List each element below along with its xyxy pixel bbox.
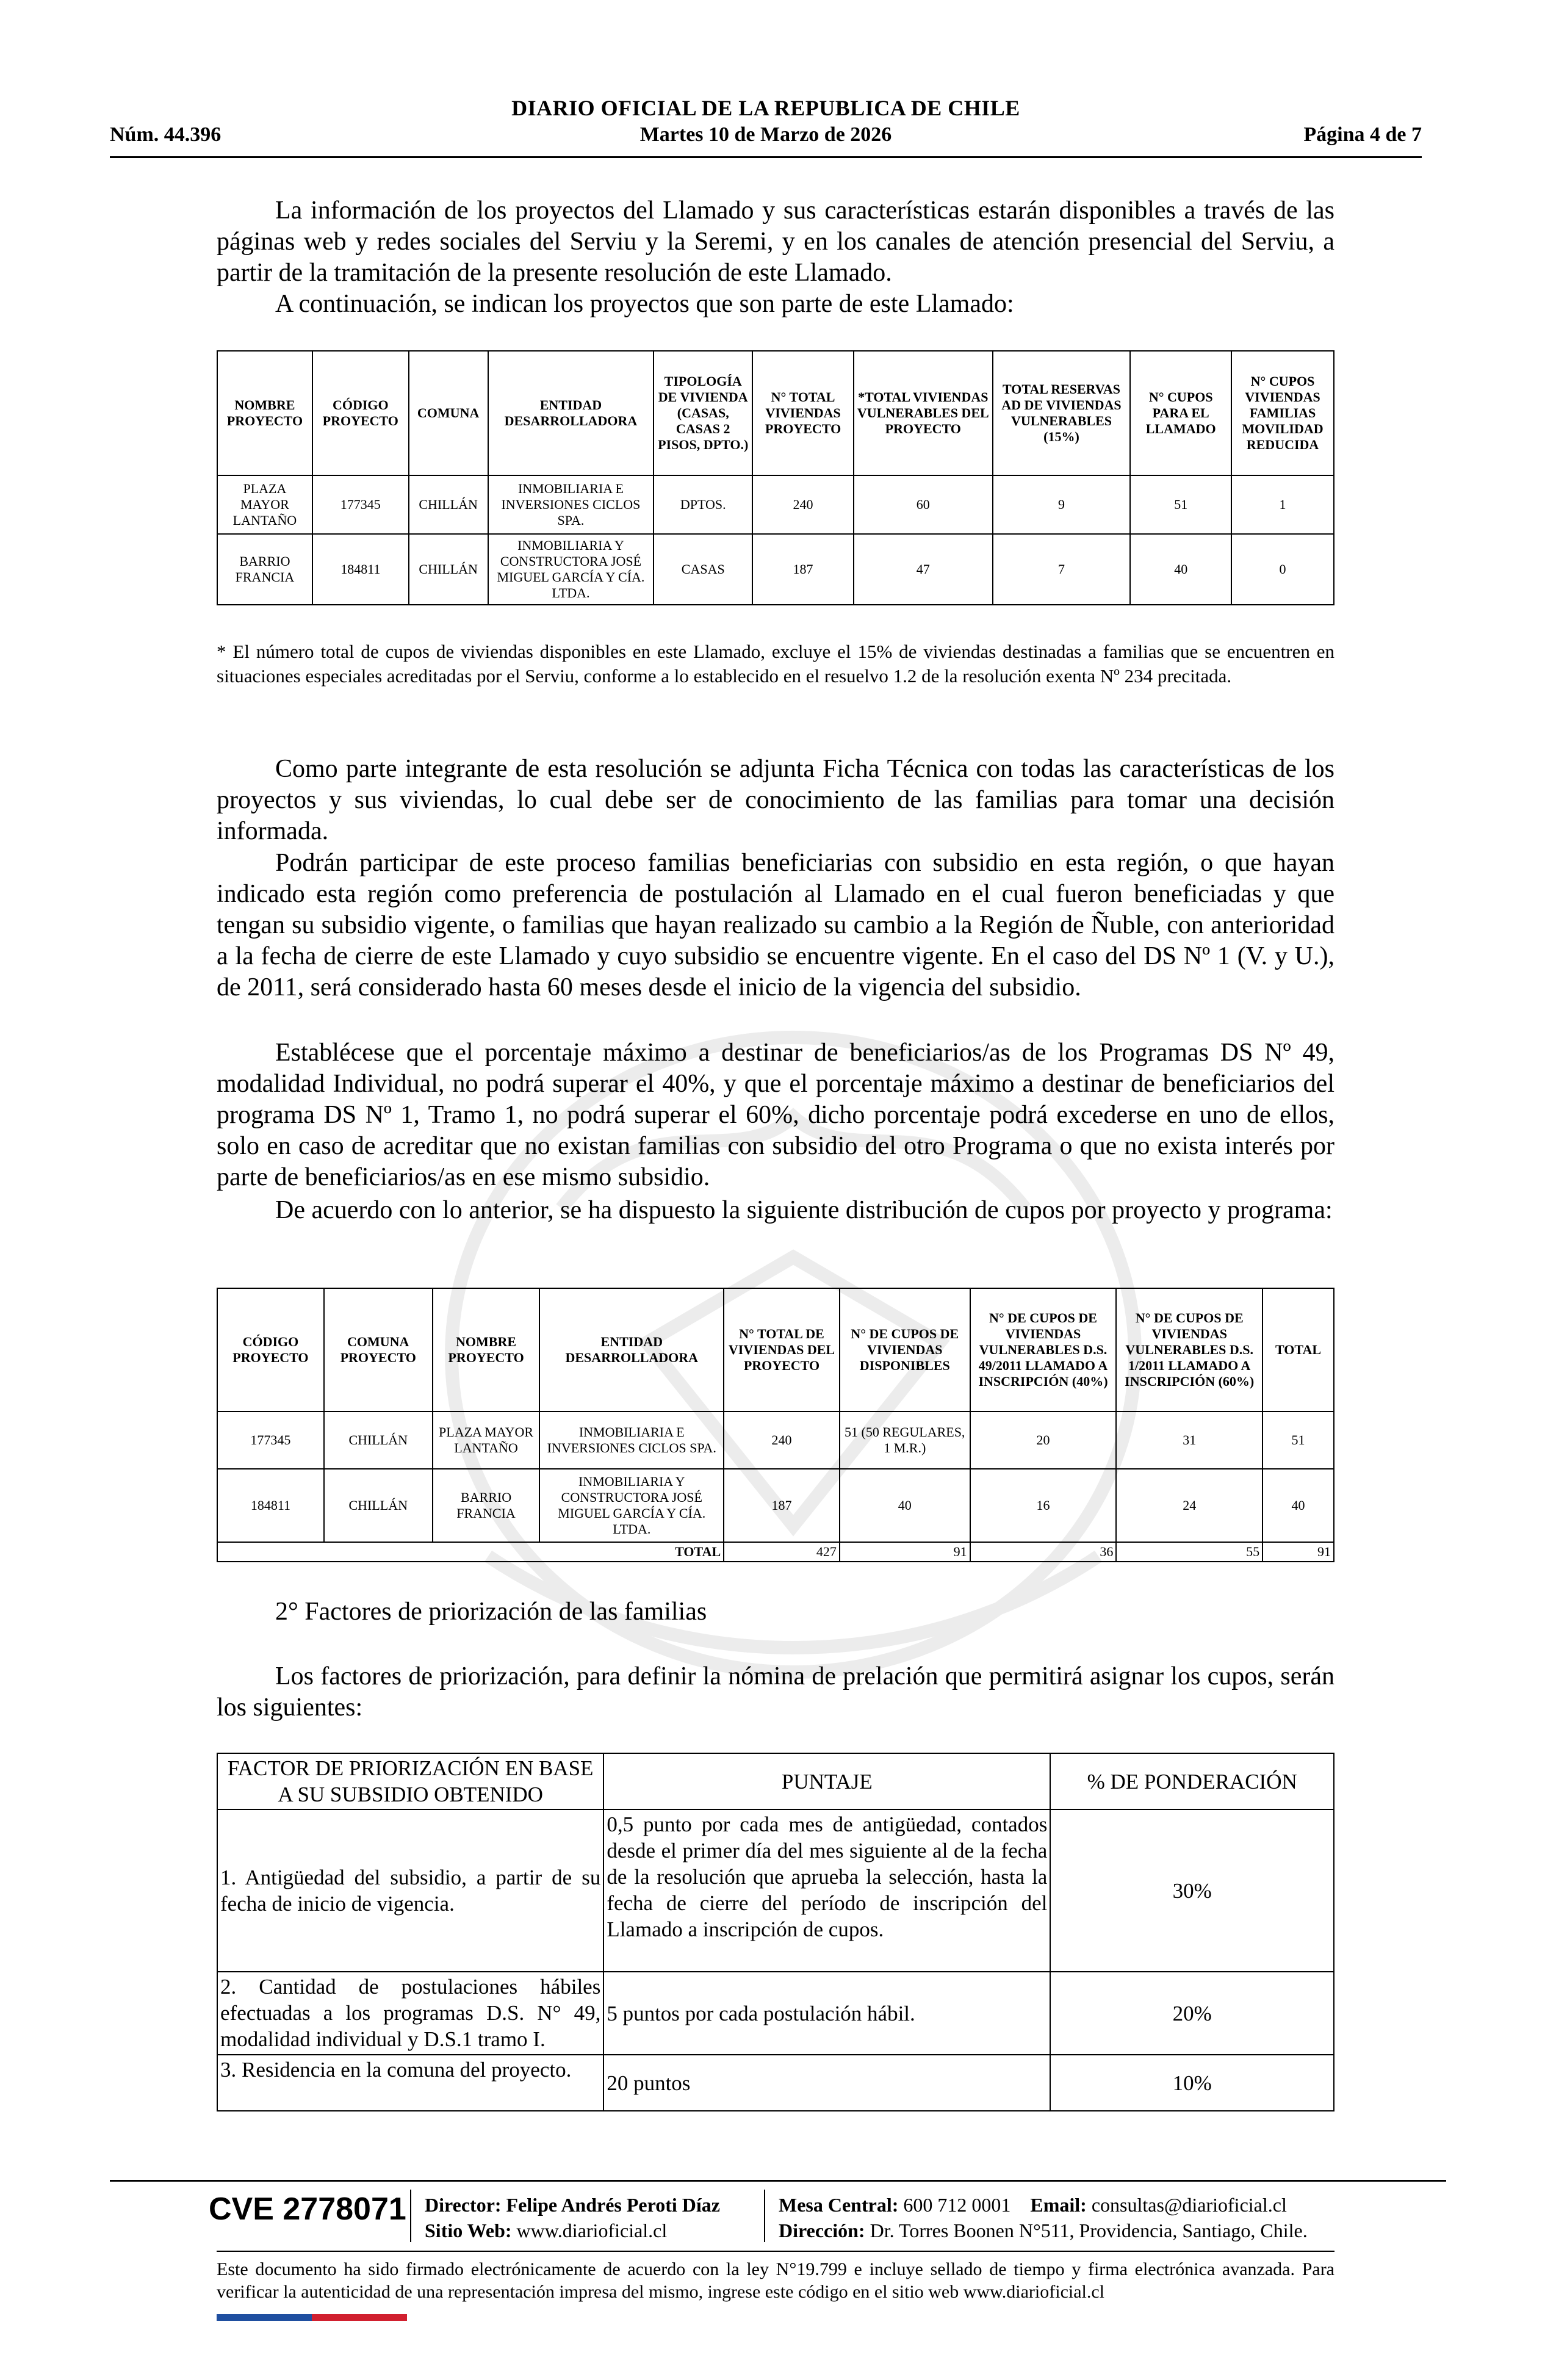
footer-director-block	[425, 2192, 720, 2243]
table-cell: 24	[1116, 1469, 1262, 1542]
table-cell: BARRIO FRANCIA	[217, 534, 312, 605]
column-header: ENTIDAD DESARROLLADORA	[488, 351, 654, 475]
table-cell: 20	[970, 1412, 1117, 1469]
table-cell: 51	[1262, 1412, 1334, 1469]
table-cell: CASAS	[654, 534, 752, 605]
table-cell: 9	[993, 475, 1131, 534]
column-header: N° DE CUPOS DE VIVIENDAS DISPONIBLES	[840, 1288, 970, 1412]
table-cell: 7	[993, 534, 1131, 605]
phone-label: Mesa Central:	[779, 2194, 899, 2216]
table-cell: 91	[1262, 1542, 1334, 1562]
page-header	[110, 93, 1422, 157]
table-cell: PLAZA MAYOR LANTAÑO	[433, 1412, 540, 1469]
paragraph-technical-sheet: Como parte integrante de esta resolución se adjunta Ficha Técnica con todas las características de los proyectos y sus viviendas, lo cual debe ser de conocimiento de las familias para tomar una decisión informada.	[217, 755, 1334, 845]
column-header: % DE PONDERACIÓN	[1050, 1753, 1334, 1809]
column-header: ENTIDAD DESARROLLADORA	[539, 1288, 724, 1412]
table-cell: 0,5 punto por cada mes de antigüedad, contados desde el primer día del mes siguiente al de la fecha de la resolución que aprueba la selección, hasta la fecha de cierre del período de inscripción del Llamado a inscripción de cupos.	[603, 1809, 1050, 1972]
director-label: Director:	[425, 2194, 502, 2216]
header-divider	[110, 156, 1422, 158]
table-cell: INMOBILIARIA E INVERSIONES CICLOS SPA.	[488, 475, 654, 534]
table-cell: 91	[840, 1542, 970, 1562]
table-cell: 16	[970, 1469, 1117, 1542]
table-cell: 1	[1231, 475, 1334, 534]
table-row	[217, 475, 1334, 534]
footnote: * El número total de cupos de viviendas disponibles en este Llamado, excluye el 15% de viviendas destinadas a familias que se encuentren en situaciones especiales acreditadas por el Serviu, conforme a lo establecido en el resuelvo 1.2 de la resolución exenta Nº 234 precitada.	[217, 641, 1334, 687]
column-header: N° DE CUPOS DE VIVIENDAS VULNERABLES D.S. 1/2011 LLAMADO A INSCRIPCIÓN (60%)	[1116, 1288, 1262, 1412]
table-cell: 40	[840, 1469, 970, 1542]
address-label: Dirección:	[779, 2220, 865, 2241]
site-link[interactable]: www.diarioficial.cl	[516, 2220, 668, 2241]
table-cell: 55	[1116, 1542, 1262, 1562]
table-header-row	[217, 1288, 1334, 1412]
column-header: CÓDIGO PROYECTO	[312, 351, 409, 475]
table-cell: 1. Antigüedad del subsidio, a partir de su fecha de inicio de vigencia.	[217, 1809, 603, 1972]
column-header: COMUNA PROYECTO	[324, 1288, 433, 1412]
paragraph-project-list-intro: A continuación, se indican los proyectos que son parte de este Llamado:	[275, 290, 1014, 318]
table-cell: DPTOS.	[654, 475, 752, 534]
footer-separator	[410, 2190, 411, 2242]
paragraph-participants: Podrán participar de este proceso familias beneficiarias con subsidio en esta región, o que hayan indicado esta región como preferencia de postulación al Llamado en el cual fueron beneficiadas y que tengan su subsidio vigente, o familias que hayan realizado su cambio a la Región de Ñuble, con anterioridad a la fecha de cierre de este Llamado y cuyo subsidio se encuentre vigente. En el caso del DS Nº 1 (V. y U.), de 2011, será considerado hasta 60 meses desde el inicio de la vigencia del subsidio.	[217, 849, 1334, 1001]
totals-label: TOTAL	[217, 1542, 724, 1562]
table-cell: 187	[752, 534, 854, 605]
footer-divider	[217, 2251, 1334, 2252]
table-cell: 51	[1130, 475, 1231, 534]
table-cell: 31	[1116, 1412, 1262, 1469]
table-header-row	[217, 1753, 1334, 1809]
table-cell: INMOBILIARIA Y CONSTRUCTORA JOSÉ MIGUEL GARCÍA Y CÍA. LTDA.	[488, 534, 654, 605]
table-cell: 427	[724, 1542, 840, 1562]
section-heading-priorization: 2° Factores de priorización de las familias	[275, 1598, 707, 1626]
email-label: Email:	[1030, 2194, 1087, 2216]
table-cell: 3. Residencia en la comuna del proyecto.	[217, 2055, 603, 2111]
table-cell: INMOBILIARIA Y CONSTRUCTORA JOSÉ MIGUEL GARCÍA Y CÍA. LTDA.	[539, 1469, 724, 1542]
priorization-factors-table	[217, 1753, 1334, 2111]
column-header: TIPOLOGÍA DE VIVIENDA (CASAS, CASAS 2 PISOS, DPTO.)	[654, 351, 752, 475]
phone-number: 600 712 0001	[903, 2194, 1011, 2216]
footer-contact-block	[779, 2192, 1308, 2243]
table-cell: 20%	[1050, 1972, 1334, 2055]
table-row	[217, 2055, 1334, 2111]
footer-separator	[764, 2190, 765, 2242]
table-row	[217, 534, 1334, 605]
table-cell: CHILLÁN	[324, 1469, 433, 1542]
table-cell: PLAZA MAYOR LANTAÑO	[217, 475, 312, 534]
column-header: CÓDIGO PROYECTO	[217, 1288, 324, 1412]
director-name: Felipe Andrés Peroti Díaz	[506, 2194, 720, 2216]
publication-title: DIARIO OFICIAL DE LA REPUBLICA DE CHILE	[511, 96, 1020, 120]
publication-date: Martes 10 de Marzo de 2026	[639, 123, 892, 146]
table-row	[217, 1972, 1334, 2055]
table-cell: 0	[1231, 534, 1334, 605]
issue-number: Núm. 44.396	[110, 123, 222, 146]
distribution-table	[217, 1288, 1334, 1562]
column-header: N° TOTAL VIVIENDAS PROYECTO	[752, 351, 854, 475]
table-cell: 184811	[217, 1469, 324, 1542]
table-cell: 177345	[312, 475, 409, 534]
table-cell: 184811	[312, 534, 409, 605]
projects-table	[217, 350, 1334, 605]
paragraph-project-info: La información de los proyectos del Llamado y sus características estarán disponibles a través de las páginas web y redes sociales del Serviu y la Seremi, y en los canales de atención presencial del Serviu, a partir de la tramitación de la presente resolución de este Llamado.	[217, 197, 1334, 287]
paragraph-distribution-intro: De acuerdo con lo anterior, se ha dispuesto la siguiente distribución de cupos por proyecto y programa:	[275, 1196, 1333, 1224]
column-header: NOMBRE PROYECTO	[433, 1288, 540, 1412]
column-header: N° DE CUPOS DE VIVIENDAS VULNERABLES D.S. 49/2011 LLAMADO A INSCRIPCIÓN (40%)	[970, 1288, 1117, 1412]
column-header: N° TOTAL DE VIVIENDAS DEL PROYECTO	[724, 1288, 840, 1412]
table-row	[217, 1412, 1334, 1469]
column-header: COMUNA	[409, 351, 488, 475]
table-cell: 20 puntos	[603, 2055, 1050, 2111]
table-cell: 240	[724, 1412, 840, 1469]
column-header: TOTAL RESERVAS AD DE VIVIENDAS VULNERABLES (15%)	[993, 351, 1131, 475]
table-cell: 36	[970, 1542, 1117, 1562]
cve-code: CVE 2778071	[209, 2191, 406, 2227]
table-row	[217, 1469, 1334, 1542]
table-cell: BARRIO FRANCIA	[433, 1469, 540, 1542]
paragraph-priorization-intro: Los factores de priorización, para definir la nómina de prelación que permitirá asignar los cupos, serán los siguientes:	[217, 1662, 1334, 1722]
column-header: PUNTAJE	[603, 1753, 1050, 1809]
table-cell: 5 puntos por cada postulación hábil.	[603, 1972, 1050, 2055]
table-header-row	[217, 351, 1334, 475]
table-cell: 30%	[1050, 1809, 1334, 1972]
column-header: TOTAL	[1262, 1288, 1334, 1412]
table-cell: INMOBILIARIA E INVERSIONES CICLOS SPA.	[539, 1412, 724, 1469]
email-link[interactable]: consultas@diarioficial.cl	[1091, 2194, 1287, 2216]
address: Dr. Torres Boonen N°511, Providencia, Santiago, Chile.	[870, 2220, 1308, 2241]
footer-divider	[110, 2180, 1446, 2182]
table-cell: 47	[854, 534, 993, 605]
paragraph-percentages: Establécese que el porcentaje máximo a destinar de beneficiarios/as de los Programas DS Nº 49, modalidad Individual, no podrá superar el 40%, y que el porcentaje máximo a destinar de beneficiarios del programa DS Nº 1, Tramo 1, no podrá superar el 60%, dicho porcentaje podrá excederse en uno de ellos, solo en caso de acreditar que no existan familias con subsidio del otro Programa o que no exista interés por parte de beneficiarios/as en ese mismo subsidio.	[217, 1039, 1334, 1191]
table-cell: 177345	[217, 1412, 324, 1469]
column-header: *TOTAL VIVIENDAS VULNERABLES DEL PROYECTO	[854, 351, 993, 475]
table-cell: CHILLÁN	[409, 475, 488, 534]
table-cell: 60	[854, 475, 993, 534]
page-number: Página 4 de 7	[1303, 123, 1422, 146]
table-cell: CHILLÁN	[409, 534, 488, 605]
table-row	[217, 1809, 1334, 1972]
table-cell: 40	[1130, 534, 1231, 605]
table-cell: 10%	[1050, 2055, 1334, 2111]
column-header: FACTOR DE PRIORIZACIÓN EN BASE A SU SUBSIDIO OBTENIDO	[217, 1753, 603, 1809]
table-cell: 187	[724, 1469, 840, 1542]
table-cell: 2. Cantidad de postulaciones hábiles efectuadas a los programas D.S. N° 49, modalidad individual y D.S.1 tramo I.	[217, 1972, 603, 2055]
table-cell: 240	[752, 475, 854, 534]
column-header: NOMBRE PROYECTO	[217, 351, 312, 475]
table-cell: CHILLÁN	[324, 1412, 433, 1469]
table-cell: 40	[1262, 1469, 1334, 1542]
flag-stripe-blue	[217, 2314, 312, 2321]
site-label: Sitio Web:	[425, 2220, 512, 2241]
totals-row	[217, 1542, 1334, 1562]
legal-notice: Este documento ha sido firmado electrónicamente de acuerdo con la ley N°19.799 e incluye sellado de tiempo y firma electrónica avanzada. Para verificar la autenticidad de una representación impresa del mismo, ingrese este código en el sitio web www.diarioficial.cl	[217, 2259, 1334, 2302]
table-cell: 51 (50 REGULARES, 1 M.R.)	[840, 1412, 970, 1469]
flag-stripe-red	[312, 2314, 407, 2321]
column-header: N° CUPOS VIVIENDAS FAMILIAS MOVILIDAD REDUCIDA	[1231, 351, 1334, 475]
column-header: N° CUPOS PARA EL LLAMADO	[1130, 351, 1231, 475]
